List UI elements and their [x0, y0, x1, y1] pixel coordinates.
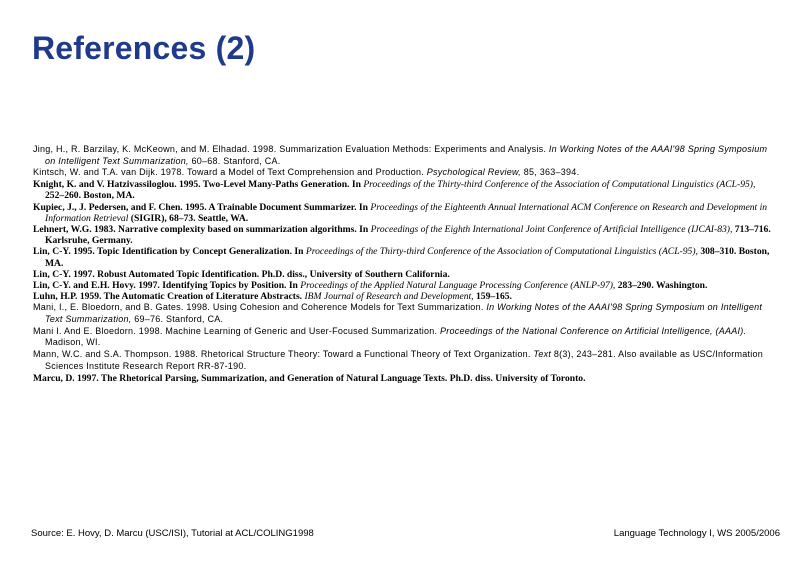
reference-list	[33, 144, 773, 384]
reference-item: Lehnert, W.G. 1983. Narrative complexity based on summarization algorithms. In Proceedings of the Eighth International Joint Conference of Artificial Intelligence (IJCAI-83), 713–716. Karlsruhe, Germany.	[33, 223, 771, 247]
footer-course: Language Technology I, WS 2005/2006	[613, 528, 780, 539]
reference-item: Lin, C-Y. and E.H. Hovy. 1997. Identifying Topics by Position. In Proceedings of the Applied Natural Language Processing Conference (ANLP-97), 283–290. Washington.	[33, 279, 708, 291]
reference-item: Mani, I., E. Bloedorn, and B. Gates. 1998. Using Cohesion and Coherence Models for Text Summarization. In Working Notes of the AAAI'98 Spring Symposium on Intelligent Text Summarization, 69–76. Stanford, CA.	[33, 302, 763, 325]
reference-item: Luhn, H.P. 1959. The Automatic Creation of Literature Abstracts. IBM Journal of Research and Development, 159–165.	[33, 291, 512, 303]
reference-item: Knight, K. and V. Hatzivassiloglou. 1995. Two-Level Many-Paths Generation. In Proceedings of the Thirty-third Conference of the Association of Computational Linguistics (ACL-95), 252–260. Boston, MA.	[33, 179, 756, 202]
reference-item: Jing, H., R. Barzilay, K. McKeown, and M. Elhadad. 1998. Summarization Evaluation Methods: Experiments and Analysis. In Working Notes of the AAAI'98 Spring Symposium on Intelligent Text Summarization, 60–68. Stanford, CA.	[33, 144, 768, 166]
slide-title: References (2)	[32, 30, 256, 66]
reference-item: Mani I. And E. Bloedorn. 1998. Machine Learning of Generic and User-Focused Summarization. Proceedings of the National Conference on Artificial Intelligence, (AAAI). Madison, WI.	[33, 325, 747, 348]
reference-item: Kintsch, W. and T.A. van Dijk. 1978. Toward a Model of Text Comprehension and Production. Psychological Review, 85, 363–394.	[33, 167, 580, 178]
reference-item: Mann, W.C. and S.A. Thompson. 1988. Rhetorical Structure Theory: Toward a Functional Theory of Text Organization. Text 8(3), 243–281. Also available as USC/Information Sciences Institute Research Report RR-87-190.	[33, 349, 763, 371]
reference-item: Kupiec, J., J. Pedersen, and F. Chen. 1995. A Trainable Document Summarizer. In Proceedings of the Eighteenth Annual International ACM Conference on Research and Development in Information Retrieval (SIGIR), 68–73. Seattle, WA.	[33, 201, 768, 224]
reference-item: Marcu, D. 1997. The Rhetorical Parsing, Summarization, and Generation of Natural Language Texts. Ph.D. diss. University of Toronto.	[33, 372, 586, 384]
reference-item: Lin, C-Y. 1995. Topic Identification by Concept Generalization. In Proceedings of the Thirty-third Conference of the Association of Computational Linguistics (ACL-95), 308–310. Boston, MA.	[33, 246, 770, 269]
footer-source: Source: E. Hovy, D. Marcu (USC/ISI), Tutorial at ACL/COLING1998	[31, 528, 314, 539]
reference-item: Lin, C-Y. 1997. Robust Automated Topic Identification. Ph.D. diss., University of Southern California.	[33, 268, 450, 280]
